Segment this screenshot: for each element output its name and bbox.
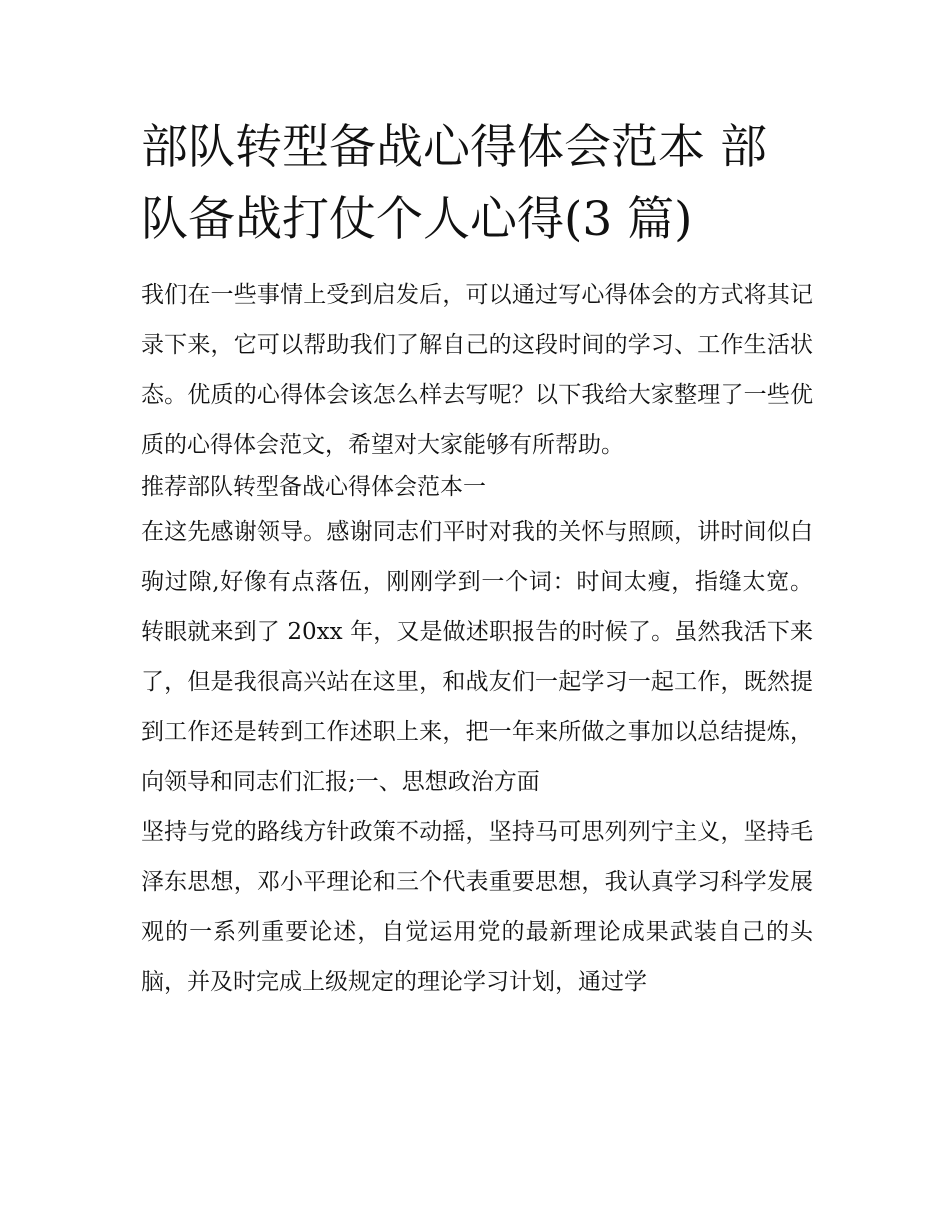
document-title: 部队转型备战心得体会范本 部队备战打仗个人心得(3 篇) xyxy=(141,120,767,247)
body-paragraph-2: 坚持与党的路线方针政策不动摇，坚持马可思列列宁主义，坚持毛泽东思想，邓小平理论和三个代表重要思想，我认真学习科学发展观的一系列重要论述，自觉运用党的最新理论成果武装自己的头脑，并及时完成上级规定的理论学习计划，通过学 xyxy=(141,819,813,995)
body-paragraph-1: 在这先感谢领导。感谢同志们平时对我的关怀与照顾，讲时间似白驹过隙,好像有点落伍，刚刚学到一个词：时间太瘦，指缝太宽。转眼就来到了 20xx 年，又是做述职报告的时候了。虽然我活下来了，但是我很高兴站在这里，和战友们一起学习一起工作，既然提到工作还是转到工作述职上来，把一年来所做之事加以总结提炼，向领导和同志们汇报;一、思想政治方面 xyxy=(141,519,813,795)
intro-paragraph: 我们在一些事情上受到启发后，可以通过写心得体会的方式将其记录下来，它可以帮助我们了解自己的这段时间的学习、工作生活状态。优质的心得体会该怎么样去写呢？以下我给大家整理了一些优质的心得体会范文，希望对大家能够有所帮助。 xyxy=(141,282,813,458)
document-content xyxy=(141,112,813,1007)
section-heading: 推荐部队转型备战心得体会范本一 xyxy=(141,474,486,500)
